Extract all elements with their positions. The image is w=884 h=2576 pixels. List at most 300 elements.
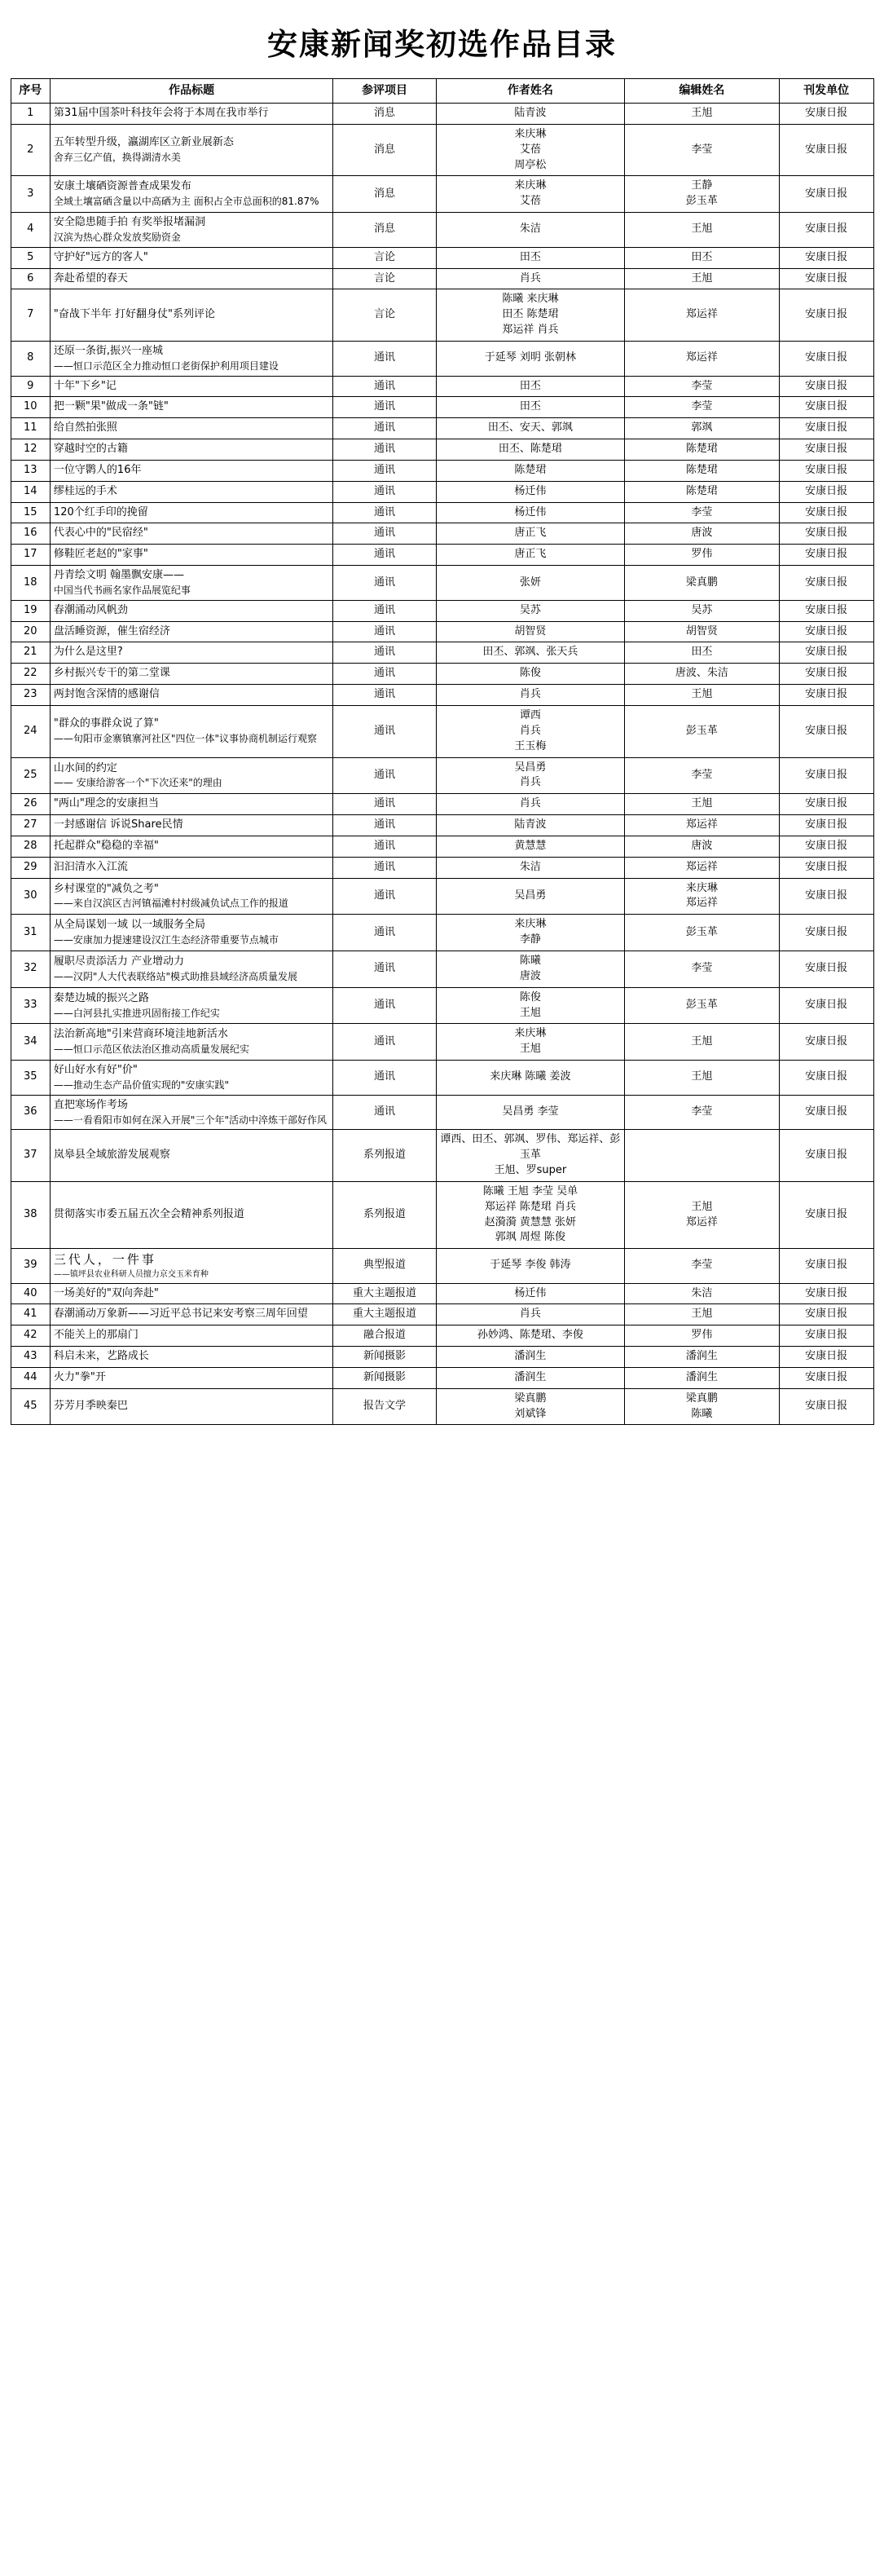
cell-editors [625, 685, 779, 706]
title-main: 修鞋匠老赵的"家事" [53, 548, 148, 561]
title-main: 丹青绘文明 翰墨飘安康—— [53, 569, 185, 582]
cell-index: 43 [11, 1347, 50, 1368]
cell-category: 消息 [333, 176, 436, 213]
editor-name: 王静 [691, 179, 713, 192]
author-name: 于延琴 李俊 韩涛 [490, 1259, 571, 1272]
cell-unit: 安康日报 [779, 1367, 873, 1388]
cell-editors [625, 566, 779, 601]
cell-unit: 安康日报 [779, 176, 873, 213]
title-main: "群众的事群众说了算" [53, 717, 159, 730]
cell-editors [625, 418, 779, 439]
title-main: 一位守鹮人的16年 [53, 463, 142, 476]
author-name: 吴苏 [519, 603, 541, 616]
cell-index: 24 [11, 706, 50, 758]
table-row [11, 460, 873, 481]
cell-category: 通讯 [333, 1024, 436, 1061]
cell-index: 14 [11, 481, 50, 502]
cell-unit: 安康日报 [779, 1249, 873, 1283]
cell-unit: 安康日报 [779, 1061, 873, 1096]
title-subtitle: ——一看看阳市如何在深入开展"三个年"活动中淬炼干部好作风 [53, 1114, 327, 1126]
author-name: 唐正飞 [514, 527, 547, 540]
table-row [11, 289, 873, 342]
table-row [11, 1249, 873, 1283]
title-subtitle: ——汉阴"人大代表联络站"模式助推县域经济高质量发展 [53, 970, 297, 982]
title-main: 盘活睡资源，催生宿经济 [53, 624, 170, 637]
title-main: 岚皋县全域旅游发展观察 [53, 1149, 170, 1162]
author-name: 赵漪漪 黄慧慧 张妍 [484, 1215, 577, 1228]
title-main: 好山好水有好"价" [53, 1064, 138, 1077]
cell-unit: 安康日报 [779, 1095, 873, 1130]
table-row [11, 1367, 873, 1388]
author-name: 周亭松 [514, 158, 547, 171]
column-header-title: 作品标题 [50, 79, 332, 104]
cell-category: 通讯 [333, 460, 436, 481]
cell-category: 言论 [333, 247, 436, 268]
title-subtitle: ——来自汉滨区吉河镇福滩村村级减负试点工作的报道 [53, 898, 288, 910]
cell-authors [436, 397, 625, 418]
table-row [11, 1181, 873, 1248]
author-name: 吴昌勇 [514, 761, 547, 774]
cell-editors [625, 857, 779, 878]
cell-index: 45 [11, 1388, 50, 1425]
cell-unit: 安康日报 [779, 124, 873, 176]
cell-authors [436, 878, 625, 915]
cell-unit: 安康日报 [779, 1347, 873, 1368]
cell-authors [436, 341, 625, 376]
column-header-unit: 刊发单位 [779, 79, 873, 104]
cell-category: 通讯 [333, 757, 436, 794]
cell-authors [436, 1304, 625, 1325]
cell-authors [436, 915, 625, 951]
cell-editors [625, 951, 779, 987]
cell-category: 系列报道 [333, 1181, 436, 1248]
title-main: 120个红手印的挽留 [53, 505, 148, 518]
cell-index: 19 [11, 600, 50, 621]
cell-title [50, 1388, 332, 1425]
cell-index: 30 [11, 878, 50, 915]
cell-unit: 安康日报 [779, 523, 873, 545]
author-name: 肖兵 [519, 688, 541, 701]
editor-name: 王旭 [691, 1308, 713, 1321]
cell-title [50, 685, 332, 706]
author-name: 王旭、罗super [494, 1164, 567, 1177]
cell-authors [436, 987, 625, 1024]
title-main: 春潮涌动万象新——习近平总书记来安考察三周年回望 [53, 1308, 308, 1321]
cell-unit: 安康日报 [779, 247, 873, 268]
cell-title [50, 481, 332, 502]
cell-unit: 安康日报 [779, 915, 873, 951]
cell-index: 37 [11, 1130, 50, 1182]
cell-unit: 安康日报 [779, 706, 873, 758]
cell-title [50, 566, 332, 601]
editor-name: 彭玉革 [685, 195, 718, 208]
title-main: 山水间的约定 [53, 761, 117, 774]
editor-name: 李莹 [691, 400, 713, 413]
author-name: 艾蓓 [519, 195, 541, 208]
table-row [11, 545, 873, 566]
catalog-table [11, 78, 874, 1425]
table-row [11, 439, 873, 461]
cell-unit: 安康日报 [779, 794, 873, 815]
cell-unit: 安康日报 [779, 621, 873, 642]
editor-name: 潘润生 [685, 1370, 718, 1383]
editor-name: 陈楚珺 [685, 443, 718, 456]
cell-authors [436, 1283, 625, 1304]
cell-index: 33 [11, 987, 50, 1024]
author-name: 陈曦 王旭 李莹 吴单 [482, 1184, 578, 1198]
cell-index: 36 [11, 1095, 50, 1130]
table-row [11, 341, 873, 376]
cell-category: 通讯 [333, 523, 436, 545]
cell-authors [436, 1367, 625, 1388]
editor-name: 李莹 [691, 1259, 713, 1272]
editor-name: 王旭 [691, 797, 713, 810]
cell-editors [625, 1388, 779, 1425]
table-row [11, 600, 873, 621]
table-row [11, 642, 873, 664]
author-name: 肖兵 [519, 797, 541, 810]
cell-authors [436, 460, 625, 481]
title-subtitle: 汉滨为热心群众发放奖励资金 [53, 231, 181, 243]
editor-name: 梁真鹏 [685, 576, 718, 589]
author-name: 吴昌勇 [514, 889, 547, 902]
cell-index: 3 [11, 176, 50, 213]
cell-category: 通讯 [333, 1095, 436, 1130]
editor-name: 陈曦 [691, 1407, 713, 1420]
title-subtitle: 全域土壤富硒含量以中高硒为主 面积占全市总面积的81.87% [53, 196, 319, 208]
cell-editors [625, 915, 779, 951]
cell-editors [625, 439, 779, 461]
title-main: 守护好"远方的客人" [53, 250, 148, 263]
cell-category: 通讯 [333, 664, 436, 685]
cell-authors [436, 664, 625, 685]
cell-index: 25 [11, 757, 50, 794]
cell-index: 42 [11, 1325, 50, 1347]
title-main: 火力"拳"开 [53, 1370, 106, 1383]
cell-category: 通讯 [333, 706, 436, 758]
author-name: 王玉梅 [514, 739, 547, 752]
cell-index: 39 [11, 1249, 50, 1283]
cell-index: 44 [11, 1367, 50, 1388]
title-subtitle: 舍弃三亿产值，换得湖清水美 [53, 152, 181, 164]
cell-unit: 安康日报 [779, 878, 873, 915]
cell-category: 通讯 [333, 376, 436, 397]
editor-name: 田丕 [691, 250, 713, 263]
cell-title [50, 1347, 332, 1368]
cell-index: 6 [11, 268, 50, 289]
editor-name: 郑运祥 [685, 860, 718, 873]
cell-unit: 安康日报 [779, 757, 873, 794]
author-name: 黄慧慧 [514, 839, 547, 852]
author-name: 杨迁伟 [514, 1286, 547, 1299]
cell-index: 8 [11, 341, 50, 376]
cell-title [50, 1024, 332, 1061]
cell-category: 通讯 [333, 600, 436, 621]
title-main: 贯彻落实市委五届五次全会精神系列报道 [53, 1208, 244, 1221]
cell-authors [436, 502, 625, 523]
title-subtitle: ——恒口示范区依法治区推动高质量发展纪实 [53, 1043, 249, 1056]
editor-name: 胡智贤 [685, 624, 718, 637]
title-subtitle: ——白河县扎实推进巩固衔接工作纪实 [53, 1007, 220, 1019]
editor-name: 田丕 [691, 646, 713, 659]
author-name: 肖兵 [519, 724, 541, 737]
cell-unit: 安康日报 [779, 600, 873, 621]
author-name: 陈俊 [519, 990, 541, 1003]
cell-authors [436, 289, 625, 342]
title-main: 安康土壤硒资源普查成果发布 [53, 180, 191, 193]
author-name: 孙妙鸿、陈楚珺、李俊 [477, 1329, 583, 1342]
cell-authors [436, 794, 625, 815]
cell-unit: 安康日报 [779, 341, 873, 376]
cell-index: 20 [11, 621, 50, 642]
table-row [11, 664, 873, 685]
table-row [11, 706, 873, 758]
table-row [11, 815, 873, 836]
cell-unit: 安康日报 [779, 1181, 873, 1248]
editor-name: 朱洁 [691, 1286, 713, 1299]
cell-title [50, 545, 332, 566]
table-row [11, 176, 873, 213]
cell-title [50, 600, 332, 621]
title-subtitle: ——推动生态产品价值实现的"安康实践" [53, 1078, 229, 1091]
cell-index: 5 [11, 247, 50, 268]
cell-category: 新闻摄影 [333, 1347, 436, 1368]
cell-editors [625, 124, 779, 176]
cell-authors [436, 176, 625, 213]
cell-authors [436, 124, 625, 176]
cell-authors [436, 545, 625, 566]
cell-index: 16 [11, 523, 50, 545]
title-main: 托起群众"稳稳的幸福" [53, 839, 159, 852]
cell-editors [625, 815, 779, 836]
cell-editors [625, 1095, 779, 1130]
table-row [11, 878, 873, 915]
cell-category: 消息 [333, 104, 436, 125]
cell-title [50, 1367, 332, 1388]
cell-editors [625, 289, 779, 342]
cell-category: 通讯 [333, 642, 436, 664]
cell-index: 21 [11, 642, 50, 664]
cell-unit: 安康日报 [779, 836, 873, 857]
cell-editors [625, 523, 779, 545]
cell-index: 15 [11, 502, 50, 523]
cell-category: 通讯 [333, 685, 436, 706]
cell-editors [625, 481, 779, 502]
cell-authors [436, 1095, 625, 1130]
table-row [11, 213, 873, 248]
title-main: 乡村课堂的"减负之考" [53, 882, 159, 895]
cell-title [50, 104, 332, 125]
cell-authors [436, 621, 625, 642]
cell-index: 9 [11, 376, 50, 397]
author-name: 谭西、田丕、郭飒、罗伟、郑运祥、彭玉革 [440, 1133, 621, 1162]
title-main: 第31届中国茶叶科技年会将于本周在我市举行 [53, 107, 269, 119]
cell-authors [436, 757, 625, 794]
cell-title [50, 951, 332, 987]
author-name: 肖兵 [519, 776, 541, 789]
author-name: 王旭 [519, 1043, 541, 1056]
title-main: 五年转型升级，瀛湖库区立新业展新态 [53, 136, 234, 149]
cell-authors [436, 1130, 625, 1182]
cell-category: 通讯 [333, 857, 436, 878]
author-name: 梁真鹏 [514, 1392, 547, 1405]
editor-name: 李莹 [691, 962, 713, 975]
cell-title [50, 915, 332, 951]
table-row [11, 1283, 873, 1304]
cell-editors [625, 878, 779, 915]
cell-index: 12 [11, 439, 50, 461]
cell-editors [625, 987, 779, 1024]
title-main: 法治新高地"引来营商环境洼地新活水 [53, 1028, 228, 1041]
cell-unit: 安康日报 [779, 664, 873, 685]
title-subtitle: 中国当代书画名家作品展览纪事 [53, 584, 191, 596]
cell-index: 23 [11, 685, 50, 706]
cell-title [50, 418, 332, 439]
cell-category: 通讯 [333, 1061, 436, 1096]
column-header-editor: 编辑姓名 [625, 79, 779, 104]
cell-title [50, 706, 332, 758]
column-header-category: 参评项目 [333, 79, 436, 104]
cell-editors [625, 621, 779, 642]
title-main: 安全隐患随手拍 有奖举报堵漏洞 [53, 216, 206, 229]
editor-name: 李莹 [691, 768, 713, 781]
author-name: 胡智贤 [514, 624, 547, 637]
cell-authors [436, 104, 625, 125]
cell-unit: 安康日报 [779, 685, 873, 706]
table-header [11, 79, 873, 104]
title-main: 秦楚边城的振兴之路 [53, 991, 149, 1004]
title-main: 还原一条街,振兴一座城 [53, 344, 164, 357]
author-name: 陈楚珺 [514, 463, 547, 476]
cell-unit: 安康日报 [779, 1130, 873, 1182]
cell-authors [436, 1325, 625, 1347]
title-main: "奋战下半年 打好翻身仗"系列评论 [53, 308, 216, 321]
cell-category: 通讯 [333, 545, 436, 566]
author-name: 潘润生 [514, 1350, 547, 1363]
cell-authors [436, 815, 625, 836]
cell-authors [436, 1061, 625, 1096]
cell-title [50, 213, 332, 248]
author-name: 来庆琳 [514, 918, 547, 931]
cell-authors [436, 1024, 625, 1061]
cell-unit: 安康日报 [779, 951, 873, 987]
cell-unit: 安康日报 [779, 376, 873, 397]
editor-name: 郑运祥 [685, 308, 718, 321]
author-name: 潘润生 [514, 1370, 547, 1383]
cell-index: 22 [11, 664, 50, 685]
title-main: 三代人，一件事 [53, 1252, 156, 1268]
cell-title [50, 124, 332, 176]
editor-name: 郭飒 [691, 421, 713, 434]
cell-editors [625, 1024, 779, 1061]
cell-title [50, 1283, 332, 1304]
title-main: 穿越时空的古籍 [53, 443, 128, 456]
cell-editors [625, 1061, 779, 1096]
cell-index: 34 [11, 1024, 50, 1061]
cell-authors [436, 706, 625, 758]
author-name: 唐正飞 [514, 548, 547, 561]
title-subtitle: —— 安康给游客一个"下次还来"的理由 [53, 777, 222, 789]
cell-category: 通讯 [333, 439, 436, 461]
title-subtitle: ——恒口示范区全力推动恒口老街保护利用项目建设 [53, 359, 279, 372]
title-main: 奔赴希望的春天 [53, 271, 128, 285]
cell-category: 通讯 [333, 836, 436, 857]
title-main: "两山"理念的安康担当 [53, 797, 159, 810]
author-name: 田丕 陈楚珺 [502, 308, 559, 321]
cell-authors [436, 1388, 625, 1425]
cell-category: 重大主题报道 [333, 1283, 436, 1304]
cell-unit: 安康日报 [779, 1388, 873, 1425]
author-name: 陈曦 来庆琳 [502, 293, 559, 306]
table-row [11, 1388, 873, 1425]
author-name: 郑运祥 陈楚珺 肖兵 [484, 1200, 577, 1213]
cell-index: 31 [11, 915, 50, 951]
table-row [11, 757, 873, 794]
title-main: 履职尽责添活力 产业增动力 [53, 955, 185, 968]
cell-authors [436, 1347, 625, 1368]
cell-index: 4 [11, 213, 50, 248]
cell-category: 消息 [333, 124, 436, 176]
cell-editors [625, 1367, 779, 1388]
table-row [11, 124, 873, 176]
cell-editors [625, 642, 779, 664]
cell-unit: 安康日报 [779, 418, 873, 439]
table-row [11, 418, 873, 439]
cell-category: 通讯 [333, 481, 436, 502]
author-name: 刘斌锋 [514, 1407, 547, 1420]
cell-category: 通讯 [333, 878, 436, 915]
cell-unit: 安康日报 [779, 857, 873, 878]
cell-authors [436, 247, 625, 268]
cell-authors [436, 857, 625, 878]
author-name: 肖兵 [519, 271, 541, 285]
cell-editors [625, 341, 779, 376]
cell-authors [436, 268, 625, 289]
cell-category: 典型报道 [333, 1249, 436, 1283]
author-name: 杨迁伟 [514, 505, 547, 518]
cell-index: 26 [11, 794, 50, 815]
cell-editors [625, 460, 779, 481]
cell-unit: 安康日报 [779, 460, 873, 481]
cell-editors [625, 1304, 779, 1325]
cell-editors [625, 600, 779, 621]
table-row [11, 1304, 873, 1325]
title-main: 为什么是这里? [53, 646, 123, 659]
cell-category: 通讯 [333, 418, 436, 439]
title-main: 把一颗"果"做成一条"链" [53, 400, 169, 413]
table-row [11, 1325, 873, 1347]
cell-title [50, 523, 332, 545]
table-row [11, 685, 873, 706]
table-row [11, 481, 873, 502]
cell-title [50, 341, 332, 376]
title-subtitle: ——安康加力提速建设汉江生态经济带重要节点城市 [53, 934, 279, 946]
title-main: 代表心中的"民宿经" [53, 527, 148, 540]
cell-unit: 安康日报 [779, 268, 873, 289]
cell-index: 27 [11, 815, 50, 836]
author-name: 吴昌勇 李莹 [502, 1105, 559, 1118]
editor-name: 彭玉革 [685, 925, 718, 938]
table-row [11, 376, 873, 397]
cell-title [50, 1304, 332, 1325]
table-row [11, 951, 873, 987]
editor-name: 李莹 [691, 379, 713, 392]
editor-name: 陈楚珺 [685, 484, 718, 497]
table-row [11, 1024, 873, 1061]
table-row [11, 502, 873, 523]
cell-category: 通讯 [333, 815, 436, 836]
title-subtitle: ——镇坪县农业科研人员擅力京交玉米育种 [53, 1270, 209, 1280]
